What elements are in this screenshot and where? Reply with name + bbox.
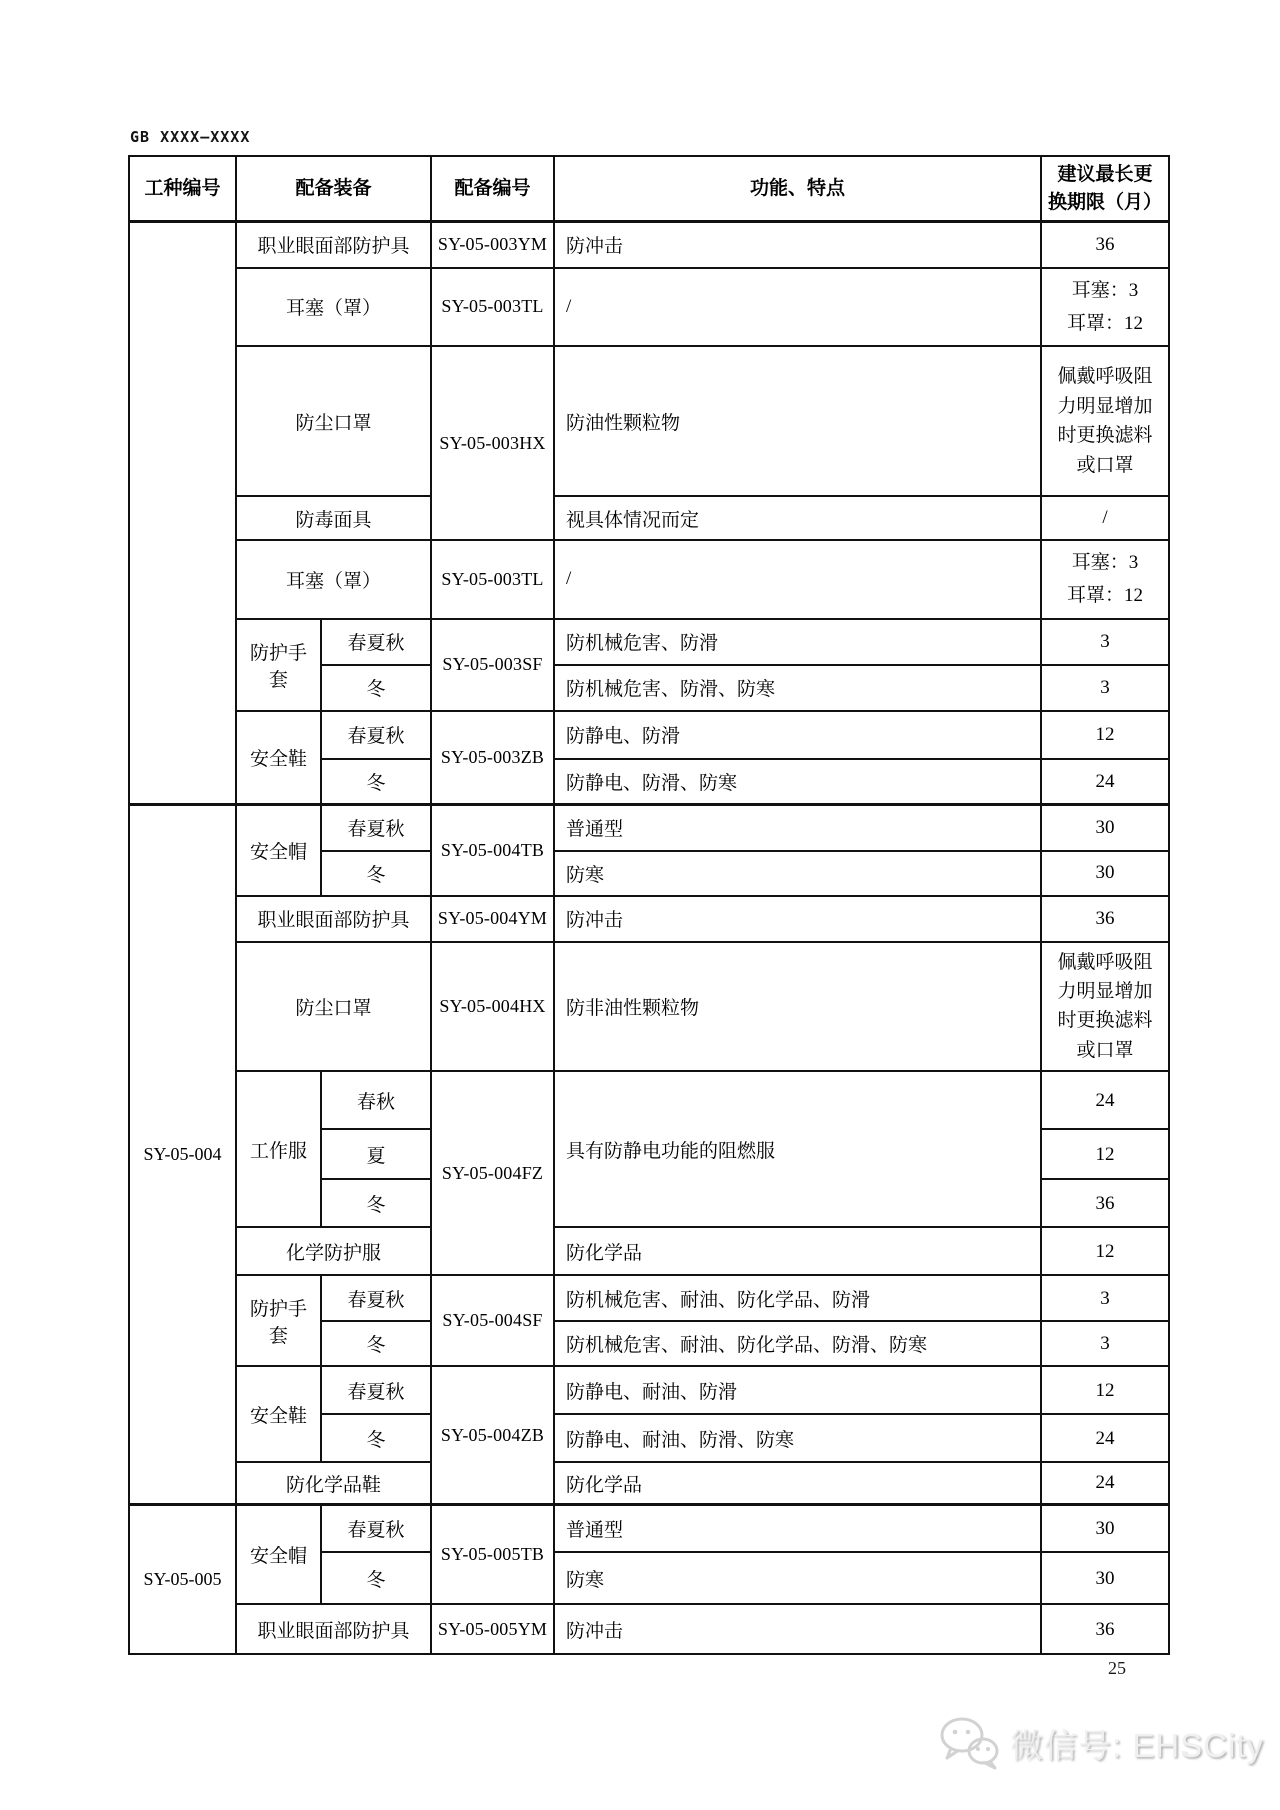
cell-period: 24	[1041, 1071, 1169, 1129]
cell-season: 春夏秋	[321, 619, 431, 665]
cell-equip: 防尘口罩	[236, 346, 431, 496]
table-row	[129, 540, 1169, 619]
table-row	[129, 805, 1169, 851]
cell-season: 冬	[321, 1414, 431, 1462]
cell-equip: 工作服	[236, 1071, 321, 1227]
cell-equip: 安全鞋	[236, 1366, 321, 1462]
cell-period: 12	[1041, 711, 1169, 759]
cell-code: SY-05-004FZ	[431, 1071, 554, 1275]
doc-code: GB XXXX—XXXX	[130, 128, 251, 146]
cell-period: 耳塞：3 耳罩：12	[1041, 268, 1169, 347]
cell-season: 春秋	[321, 1071, 431, 1129]
cell-job-code: SY-05-004	[129, 805, 236, 1505]
cell-period: 30	[1041, 1504, 1169, 1552]
table-row	[129, 942, 1169, 1072]
cell-season: 冬	[321, 665, 431, 711]
cell-code: SY-05-003TL	[431, 268, 554, 347]
column-header: 功能、特点	[554, 156, 1041, 222]
cell-equip: 安全帽	[236, 1504, 321, 1604]
table-row	[129, 346, 1169, 496]
cell-code: SY-05-003HX	[431, 346, 554, 540]
cell-season: 春夏秋	[321, 805, 431, 851]
cell-fn: /	[554, 540, 1041, 619]
cell-code: SY-05-004TB	[431, 805, 554, 896]
cell-fn: 普通型	[554, 1504, 1041, 1552]
table-row	[129, 619, 1169, 665]
cell-equip: 防毒面具	[236, 496, 431, 540]
cell-period: 佩戴呼吸阻力明显增加时更换滤料或口罩	[1041, 346, 1169, 496]
cell-equip: 安全鞋	[236, 711, 321, 805]
cell-fn: 防静电、耐油、防滑、防寒	[554, 1414, 1041, 1462]
cell-equip: 防尘口罩	[236, 942, 431, 1072]
page-number: 25	[1108, 1658, 1126, 1678]
cell-code: SY-05-003YM	[431, 222, 554, 268]
cell-period: 耳塞：3 耳罩：12	[1041, 540, 1169, 619]
cell-fn: 防化学品	[554, 1227, 1041, 1275]
cell-equip: 化学防护服	[236, 1227, 431, 1275]
cell-period: 佩戴呼吸阻力明显增加时更换滤料或口罩	[1041, 942, 1169, 1072]
cell-equip: 耳塞（罩）	[236, 540, 431, 619]
cell-season: 春夏秋	[321, 1275, 431, 1321]
cell-period: 30	[1041, 805, 1169, 851]
table-row	[129, 1071, 1169, 1129]
table-row	[129, 1462, 1169, 1504]
cell-period: 3	[1041, 619, 1169, 665]
cell-period: 12	[1041, 1366, 1169, 1414]
cell-fn: 防冲击	[554, 1604, 1041, 1654]
cell-fn: 防静电、防滑	[554, 711, 1041, 759]
cell-fn: 防机械危害、防滑、防寒	[554, 665, 1041, 711]
cell-fn: 视具体情况而定	[554, 496, 1041, 540]
table-row	[129, 268, 1169, 347]
cell-season: 春夏秋	[321, 711, 431, 759]
cell-equip: 职业眼面部防护具	[236, 1604, 431, 1654]
cell-fn: 防静电、耐油、防滑	[554, 1366, 1041, 1414]
cell-equip: 职业眼面部防护具	[236, 896, 431, 942]
cell-code: SY-05-005YM	[431, 1604, 554, 1654]
cell-equip: 耳塞（罩）	[236, 268, 431, 347]
cell-period: /	[1041, 496, 1169, 540]
cell-fn: 防非油性颗粒物	[554, 942, 1041, 1072]
column-header: 工种编号	[129, 156, 236, 222]
cell-period: 24	[1041, 1414, 1169, 1462]
table-row	[129, 222, 1169, 268]
table-row	[129, 896, 1169, 942]
cell-code: SY-05-004HX	[431, 942, 554, 1072]
cell-period: 12	[1041, 1227, 1169, 1275]
wechat-icon	[938, 1716, 1000, 1770]
cell-period: 24	[1041, 1462, 1169, 1504]
cell-period: 36	[1041, 896, 1169, 942]
cell-period: 12	[1041, 1129, 1169, 1179]
cell-period: 36	[1041, 1604, 1169, 1654]
cell-fn: 防机械危害、耐油、防化学品、防滑、防寒	[554, 1321, 1041, 1366]
cell-season: 冬	[321, 1179, 431, 1227]
cell-fn: 防冲击	[554, 222, 1041, 268]
cell-fn: 防冲击	[554, 896, 1041, 942]
cell-code: SY-05-004ZB	[431, 1366, 554, 1504]
cell-fn: 普通型	[554, 805, 1041, 851]
table-row	[129, 496, 1169, 540]
cell-season: 冬	[321, 851, 431, 896]
cell-equip: 防护手套	[236, 1275, 321, 1366]
cell-fn: 防化学品	[554, 1462, 1041, 1504]
table-row	[129, 711, 1169, 759]
cell-code: SY-05-005TB	[431, 1504, 554, 1604]
cell-season: 冬	[321, 759, 431, 805]
cell-fn: 防静电、防滑、防寒	[554, 759, 1041, 805]
cell-season: 冬	[321, 1552, 431, 1604]
cell-fn: 防寒	[554, 851, 1041, 896]
cell-fn: 防机械危害、耐油、防化学品、防滑	[554, 1275, 1041, 1321]
watermark-label: 微信号: EHSCity	[1010, 1726, 1265, 1764]
cell-period: 30	[1041, 851, 1169, 896]
cell-period: 24	[1041, 759, 1169, 805]
cell-code: SY-05-004SF	[431, 1275, 554, 1366]
equipment-table	[128, 155, 1170, 1655]
cell-fn: 防油性颗粒物	[554, 346, 1041, 496]
cell-season: 冬	[321, 1321, 431, 1366]
column-header: 配备装备	[236, 156, 431, 222]
cell-equip: 职业眼面部防护具	[236, 222, 431, 268]
cell-period: 36	[1041, 1179, 1169, 1227]
cell-period: 3	[1041, 1275, 1169, 1321]
table-row	[129, 1604, 1169, 1654]
cell-period: 30	[1041, 1552, 1169, 1604]
cell-code: SY-05-004YM	[431, 896, 554, 942]
table-row	[129, 1366, 1169, 1414]
cell-fn: 防寒	[554, 1552, 1041, 1604]
watermark	[938, 1716, 1264, 1770]
cell-fn: 防机械危害、防滑	[554, 619, 1041, 665]
cell-season: 春夏秋	[321, 1366, 431, 1414]
column-header: 配备编号	[431, 156, 554, 222]
cell-period: 3	[1041, 1321, 1169, 1366]
cell-code: SY-05-003SF	[431, 619, 554, 711]
table-row	[129, 1227, 1169, 1275]
column-header: 建议最长更 换期限（月）	[1041, 156, 1169, 222]
cell-fn: /	[554, 268, 1041, 347]
cell-equip: 防护手套	[236, 619, 321, 711]
cell-fn: 具有防静电功能的阻燃服	[554, 1071, 1041, 1227]
cell-season: 夏	[321, 1129, 431, 1179]
cell-equip: 防化学品鞋	[236, 1462, 431, 1504]
cell-code: SY-05-003TL	[431, 540, 554, 619]
cell-code: SY-05-003ZB	[431, 711, 554, 805]
cell-season: 春夏秋	[321, 1504, 431, 1552]
cell-job-code	[129, 222, 236, 805]
cell-job-code: SY-05-005	[129, 1504, 236, 1654]
cell-equip: 安全帽	[236, 805, 321, 896]
table-row	[129, 1275, 1169, 1321]
cell-period: 36	[1041, 222, 1169, 268]
table-row	[129, 1504, 1169, 1552]
cell-period: 3	[1041, 665, 1169, 711]
